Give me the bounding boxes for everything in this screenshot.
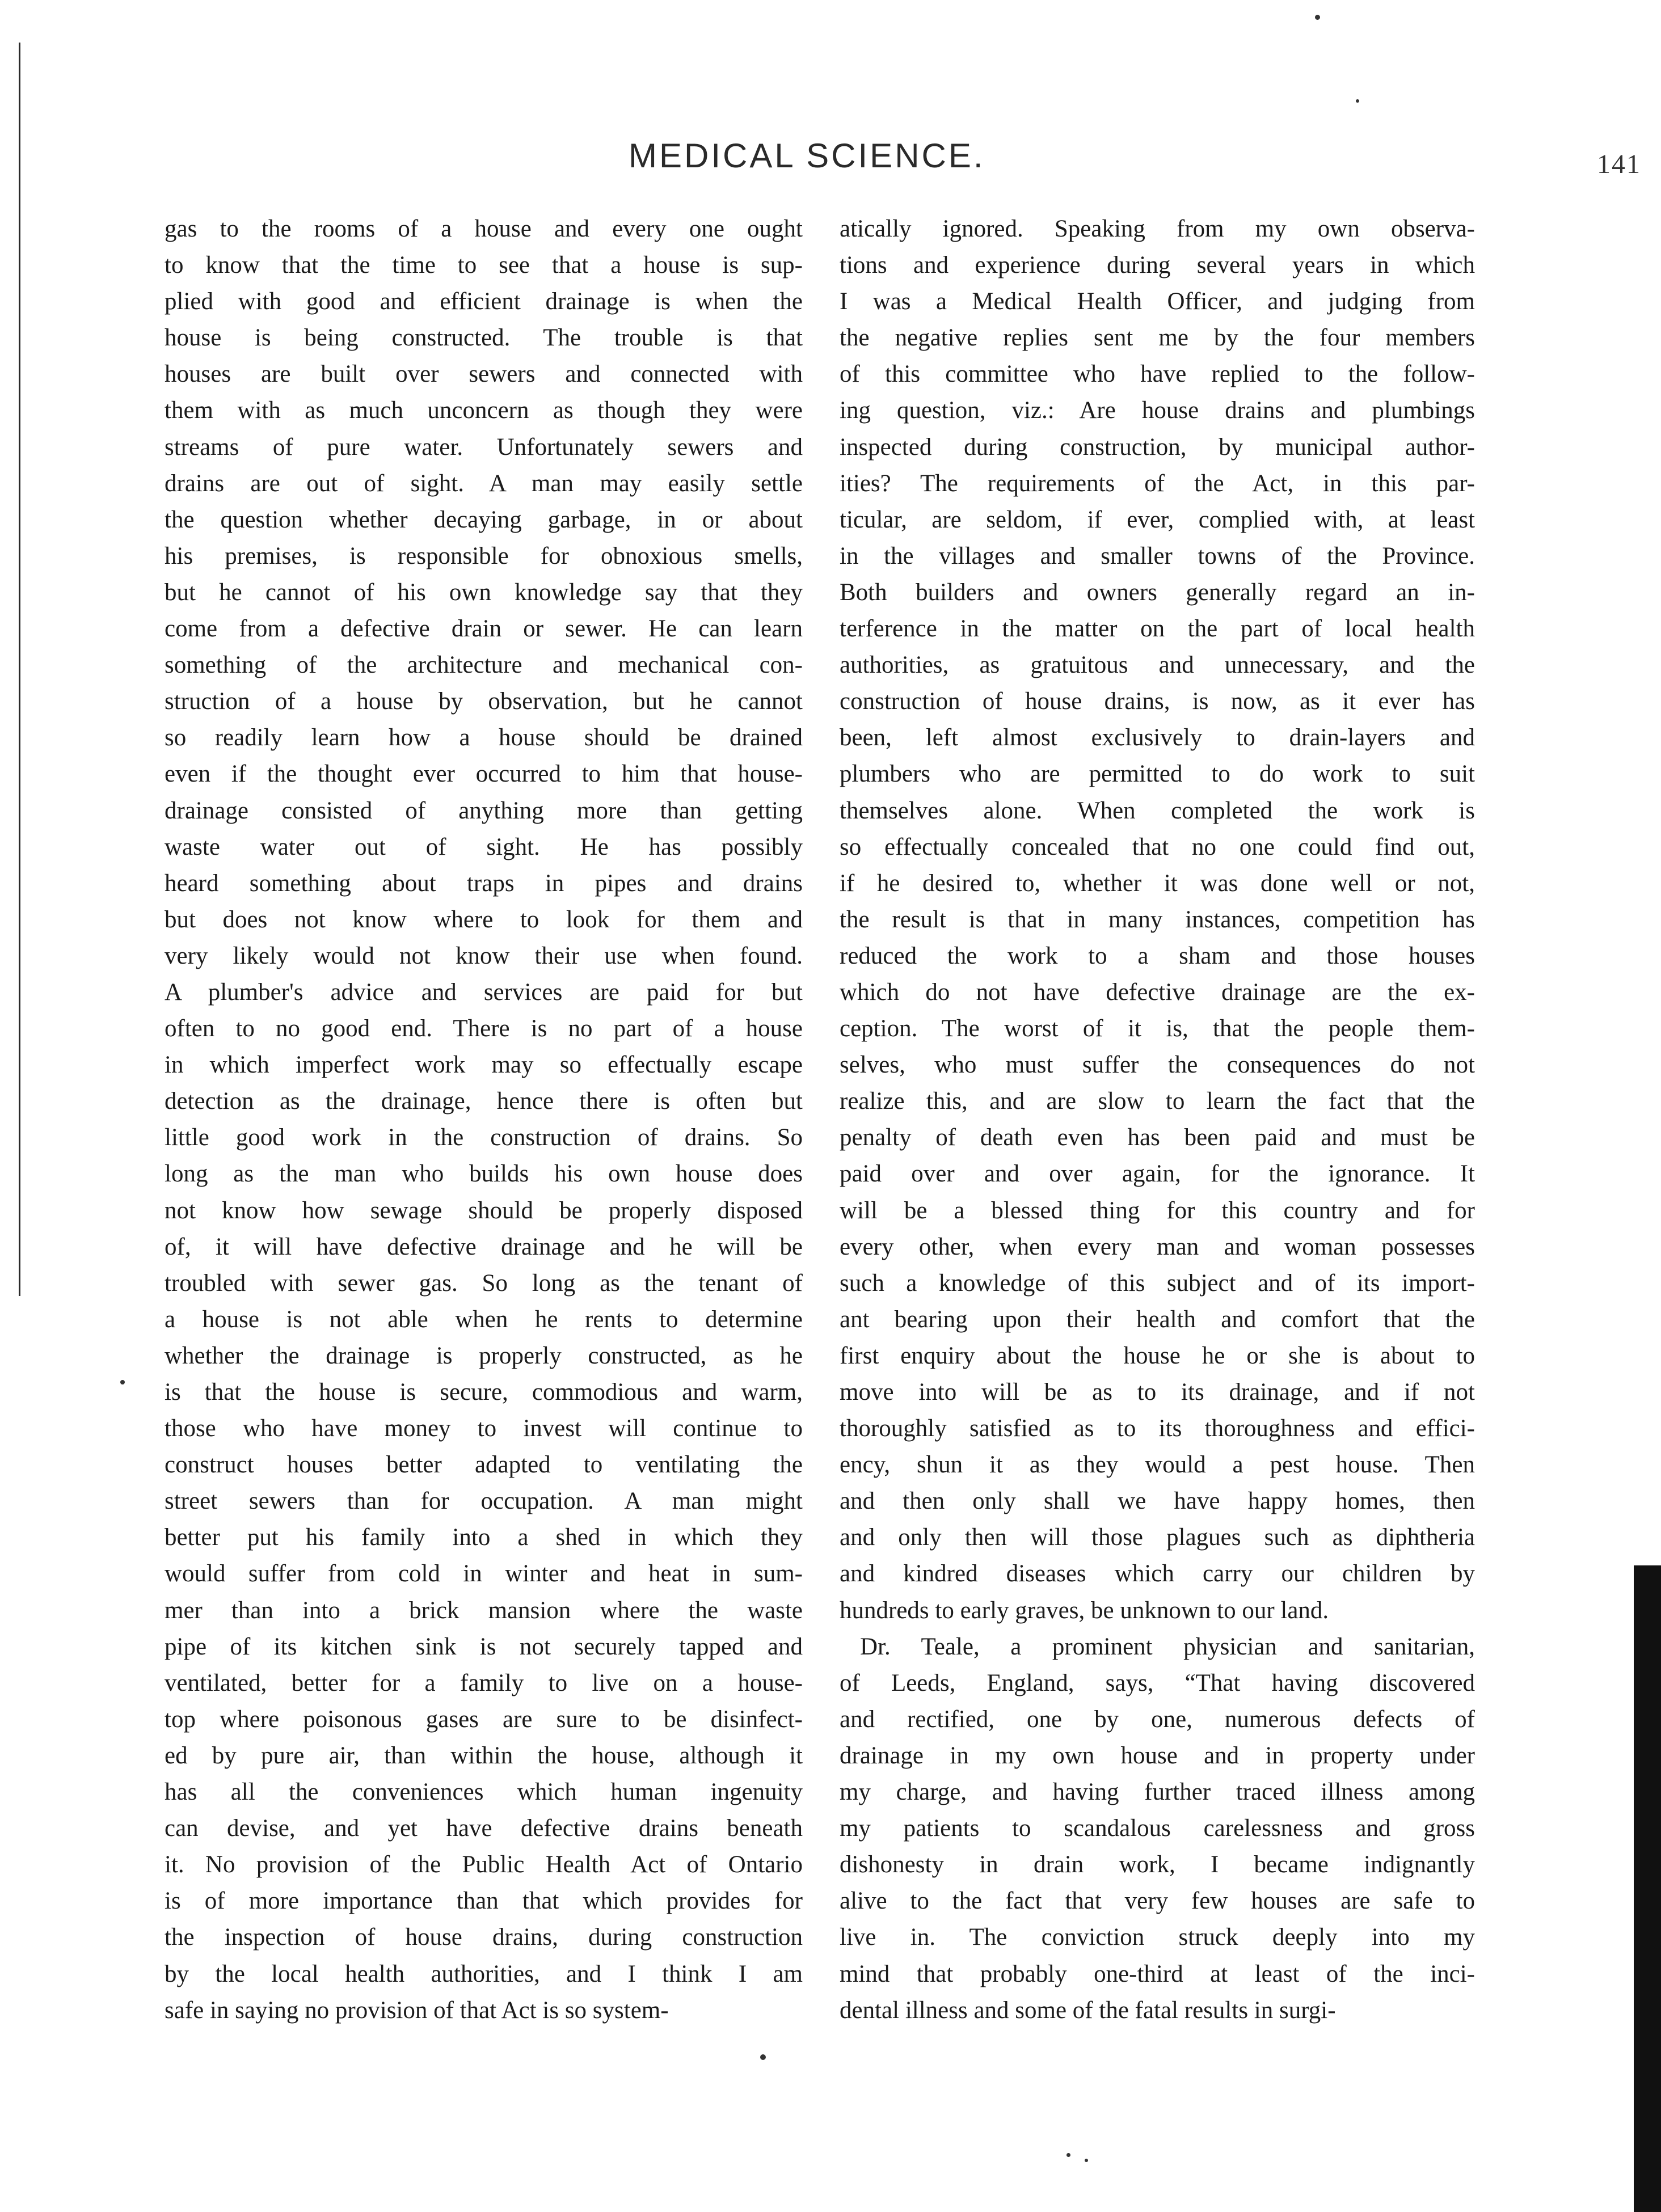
text-line: in which imperfect work may so effectually escape (165, 1052, 803, 1079)
text-line: themselves alone. When completed the work is (840, 797, 1475, 824)
text-line: house is being constructed. The trouble is that (165, 324, 803, 352)
text-line: of this committee who have replied to the follow- (840, 361, 1475, 388)
ink-speck (120, 1380, 125, 1384)
text-line: which do not have defective drainage are the ex- (840, 978, 1475, 1006)
text-line: those who have money to invest will continue to (165, 1415, 803, 1442)
text-line: construct houses better adapted to ventilating the (165, 1451, 803, 1479)
text-line: authorities, as gratuitous and unnecessary, and the (840, 652, 1475, 679)
text-line: often to no good end. There is no part of a house (165, 1015, 803, 1042)
text-column-left (165, 211, 803, 2029)
text-line: the inspection of house drains, during construction (165, 1924, 803, 1951)
scan-edge-shadow (1634, 1565, 1661, 2212)
text-line: gas to the rooms of a house and every one ought (165, 216, 803, 242)
text-line: but he cannot of his own knowledge say that they (165, 579, 803, 606)
text-line: troubled with sewer gas. So long as the tenant of (165, 1269, 803, 1297)
text-line: alive to the fact that very few houses are safe to (840, 1888, 1475, 1915)
text-line: hundreds to early graves, be unknown to our land. (840, 1597, 1329, 1624)
text-line: very likely would not know their use when found. (165, 942, 803, 969)
text-line: first enquiry about the house he or she is about to (840, 1342, 1475, 1369)
ink-speck (1315, 15, 1320, 20)
text-line: selves, who must suffer the consequences do not (840, 1052, 1475, 1079)
text-line: mind that probably one-third at least of the inci- (840, 1960, 1475, 1987)
text-line: ency, shun it as they would a pest house. Then (840, 1451, 1475, 1479)
text-line: inspected during construction, by municipal author- (840, 433, 1475, 461)
text-line: and then only shall we have happy homes, then (840, 1488, 1475, 1515)
text-line: top where poisonous gases are sure to be disinfect- (165, 1706, 803, 1733)
text-line: is of more importance than that which provides for (165, 1888, 803, 1915)
text-line: drains are out of sight. A man may easily settle (165, 470, 803, 497)
text-line: dental illness and some of the fatal results in surgi- (840, 1996, 1336, 2024)
text-line: ed by pure air, than within the house, although it (165, 1742, 803, 1769)
text-line: long as the man who builds his own house does (165, 1160, 803, 1188)
text-line: ing question, viz.: Are house drains and plumbings (840, 397, 1475, 424)
text-line: would suffer from cold in winter and heat in sum- (165, 1560, 803, 1588)
text-line: A plumber's advice and services are paid for but (165, 978, 803, 1006)
text-line: heard something about traps in pipes and drains (165, 869, 803, 897)
text-column-right (840, 211, 1475, 2029)
text-line: move into will be as to its drainage, and if not (840, 1379, 1475, 1405)
text-line: I was a Medical Health Officer, and judging from (840, 288, 1475, 315)
text-line: plumbers who are permitted to do work to suit (840, 761, 1475, 788)
text-line: construction of house drains, is now, as it ever has (840, 688, 1475, 715)
text-line: ant bearing upon their health and comfort that the (840, 1306, 1475, 1333)
text-line: ception. The worst of it is, that the people them- (840, 1015, 1475, 1042)
text-line: reduced the work to a sham and those houses (840, 942, 1475, 969)
text-line: not know how sewage should be properly disposed (165, 1197, 803, 1224)
text-line: streams of pure water. Unfortunately sewers and (165, 433, 803, 461)
text-line: if he desired to, whether it was done well or not, (840, 869, 1475, 897)
text-line: live in. The conviction struck deeply into my (840, 1924, 1475, 1951)
text-line: detection as the drainage, hence there is often but (165, 1088, 803, 1115)
margin-rule (19, 43, 20, 1296)
text-line: something of the architecture and mechanical con- (165, 652, 803, 679)
text-line: thoroughly satisfied as to its thoroughness and effici- (840, 1415, 1475, 1442)
text-line: penalty of death even has been paid and must be (840, 1124, 1475, 1151)
text-line: and rectified, one by one, numerous defects of (840, 1706, 1475, 1733)
text-line: my patients to scandalous carelessness and gross (840, 1815, 1475, 1842)
text-line: in the villages and smaller towns of the Province. (840, 542, 1475, 569)
text-line: even if the thought ever occurred to him that house- (165, 761, 803, 788)
text-line: so readily learn how a house should be drained (165, 724, 803, 752)
text-line: to know that the time to see that a house is sup- (165, 252, 803, 279)
text-line: Both builders and owners generally regard an in- (840, 579, 1475, 606)
text-line: drainage consisted of anything more than getting (165, 797, 803, 824)
text-line: been, left almost exclusively to drain-layers and (840, 724, 1475, 752)
text-line: struction of a house by observation, but he cannot (165, 688, 803, 715)
text-line: has all the conveniences which human ingenuity (165, 1779, 803, 1806)
text-line: come from a defective drain or sewer. He can learn (165, 615, 803, 643)
text-line: of, it will have defective drainage and he will be (165, 1233, 803, 1260)
text-line: his premises, is responsible for obnoxious smells, (165, 542, 803, 569)
text-line: pipe of its kitchen sink is not securely tapped and (165, 1633, 803, 1660)
text-line: houses are built over sewers and connected with (165, 361, 803, 388)
text-line: atically ignored. Speaking from my own observa- (840, 216, 1475, 242)
ink-speck (1085, 2159, 1088, 2162)
text-line: and kindred diseases which carry our children by (840, 1560, 1475, 1588)
text-line: a house is not able when he rents to determine (165, 1306, 803, 1333)
text-line: ities? The requirements of the Act, in this par- (840, 470, 1475, 497)
text-line: better put his family into a shed in which they (165, 1524, 803, 1551)
text-line: of Leeds, England, says, “That having discovered (840, 1669, 1475, 1696)
text-line: such a knowledge of this subject and of its import- (840, 1269, 1475, 1297)
text-line: them with as much unconcern as though they were (165, 397, 803, 424)
text-line: safe in saying no provision of that Act is so system- (165, 1996, 669, 2024)
text-line: whether the drainage is properly constructed, as he (165, 1342, 803, 1369)
ink-speck (1356, 99, 1359, 103)
text-line: mer than into a brick mansion where the waste (165, 1597, 803, 1624)
text-line: the result is that in many instances, competition has (840, 906, 1475, 933)
running-head: MEDICAL SCIENCE. (629, 137, 985, 175)
text-line: realize this, and are slow to learn the fact that the (840, 1088, 1475, 1115)
text-line: tions and experience during several years in which (840, 252, 1475, 279)
text-line: the question whether decaying garbage, in or about (165, 506, 803, 533)
text-line: plied with good and efficient drainage is when the (165, 288, 803, 315)
ink-speck (760, 2054, 766, 2060)
text-line: ticular, are seldom, if ever, complied with, at least (840, 506, 1475, 533)
text-line: will be a blessed thing for this country and for (840, 1197, 1475, 1224)
text-line: every other, when every man and woman possesses (840, 1233, 1475, 1260)
text-line: dishonesty in drain work, I became indignantly (840, 1851, 1475, 1878)
text-line: the negative replies sent me by the four members (840, 324, 1475, 352)
text-line: street sewers than for occupation. A man might (165, 1488, 803, 1515)
page-number: 141 (1597, 149, 1641, 179)
text-line: drainage in my own house and in property under (840, 1742, 1475, 1769)
text-line: it. No provision of the Public Health Act of Ontario (165, 1851, 803, 1878)
text-line: is that the house is secure, commodious and warm, (165, 1379, 803, 1405)
text-line: ventilated, better for a family to live on a house- (165, 1669, 803, 1696)
text-line: by the local health authorities, and I think I am (165, 1960, 803, 1987)
text-line: little good work in the construction of drains. So (165, 1124, 803, 1151)
text-line: and only then will those plagues such as diphtheria (840, 1524, 1475, 1551)
text-line: terference in the matter on the part of local health (840, 615, 1475, 643)
text-line: so effectually concealed that no one could find out, (840, 833, 1475, 860)
ink-speck (1066, 2153, 1070, 2157)
text-line: but does not know where to look for them and (165, 906, 803, 933)
text-line: Dr. Teale, a prominent physician and sanitarian, (860, 1633, 1475, 1660)
text-line: my charge, and having further traced illness among (840, 1779, 1475, 1806)
text-line: paid over and over again, for the ignorance. It (840, 1160, 1475, 1188)
text-line: waste water out of sight. He has possibly (165, 833, 803, 860)
text-line: can devise, and yet have defective drains beneath (165, 1815, 803, 1842)
